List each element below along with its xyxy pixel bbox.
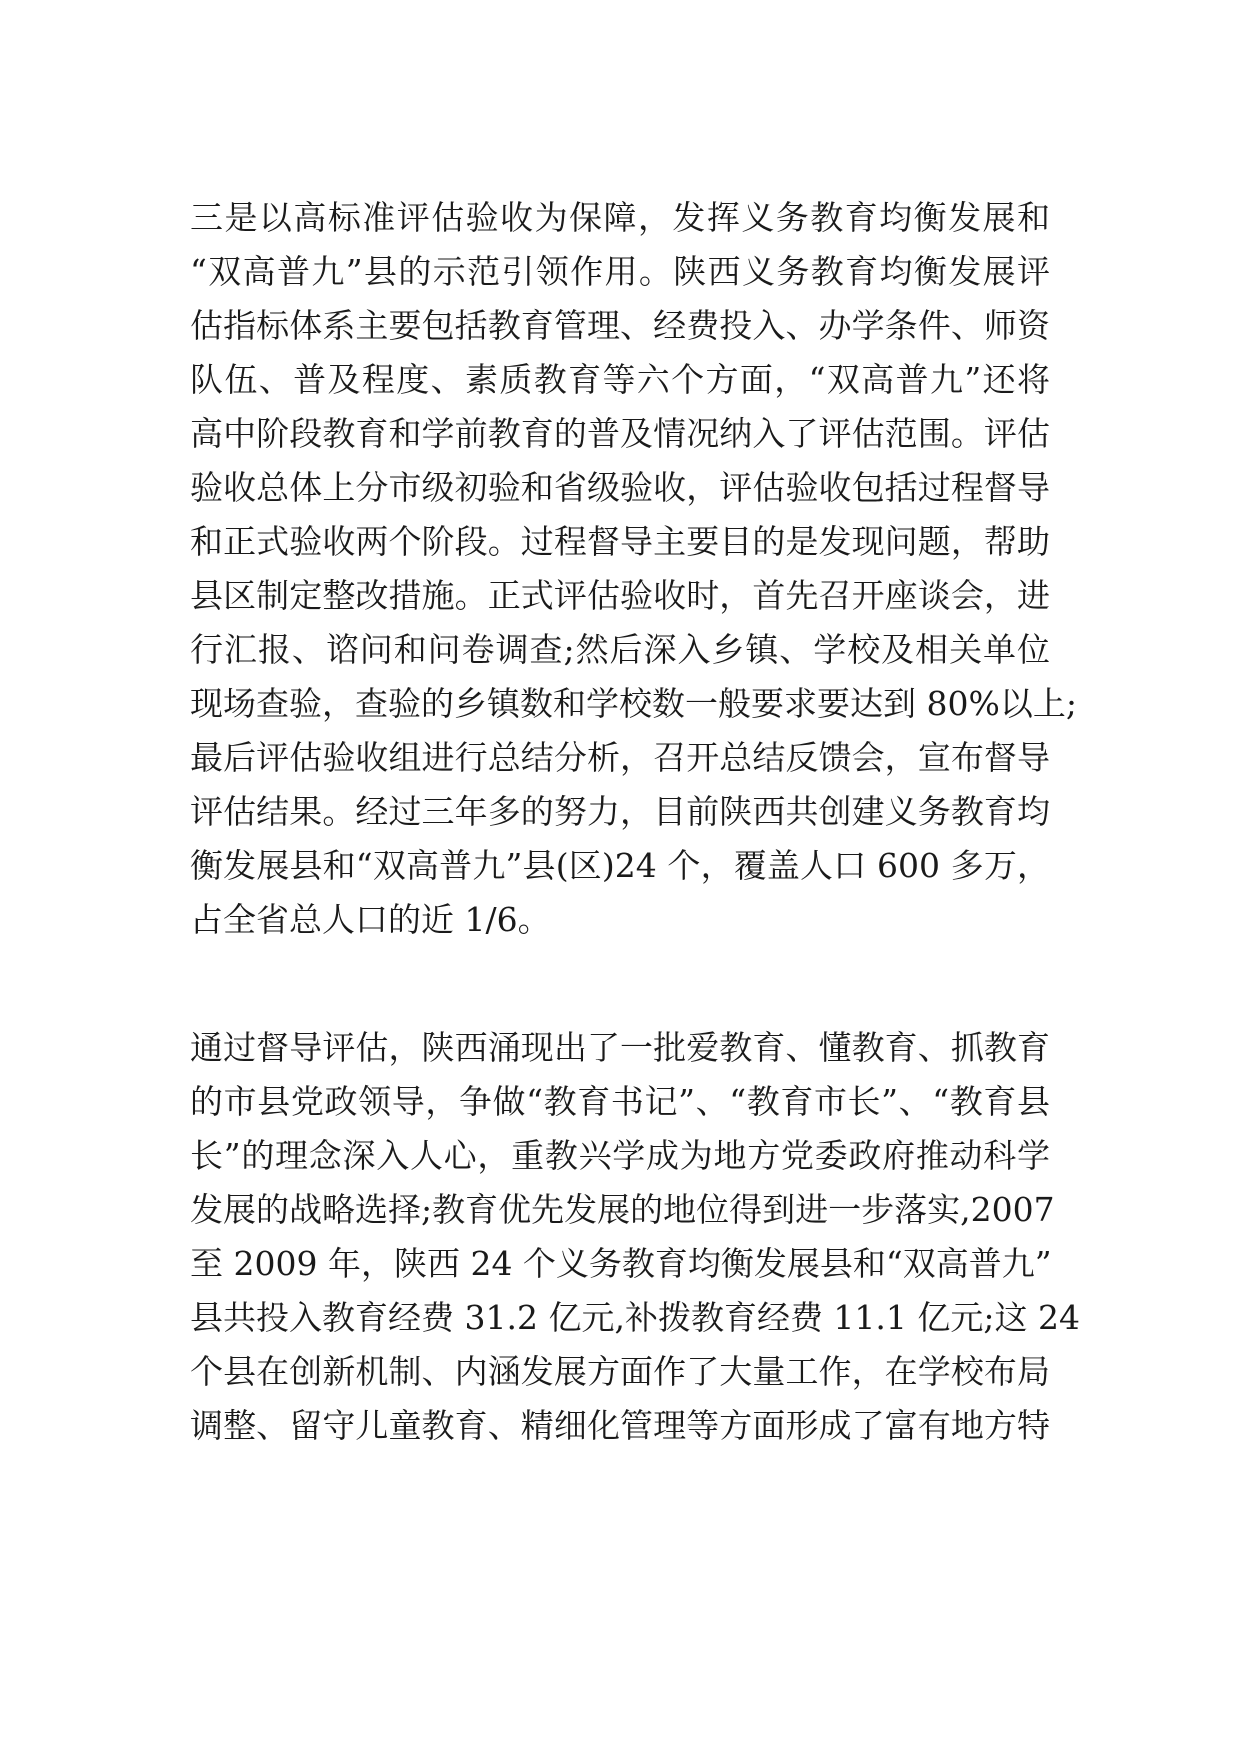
paragraph-line: 衡发展县和“双高普九”县(区)24 个，覆盖人口 600 多万， — [190, 846, 1050, 885]
paragraph-line: 行汇报、谘问和问卷调查;然后深入乡镇、学校及相关单位 — [190, 630, 1050, 669]
paragraph-line: 县区制定整改措施。正式评估验收时，首先召开座谈会，进 — [190, 576, 1050, 615]
paragraph-line: 发展的战略选择;教育优先发展的地位得到进一步落实,2007 — [190, 1190, 1055, 1229]
paragraph-line: 队伍、普及程度、素质教育等六个方面，“双高普九”还将 — [190, 360, 1050, 399]
paragraph-line: 调整、留守儿童教育、精细化管理等方面形成了富有地方特 — [190, 1406, 1050, 1445]
paragraph-line: 三是以高标准评估验收为保障，发挥义务教育均衡发展和 — [190, 198, 1050, 237]
paragraph-line: 现场查验，查验的乡镇数和学校数一般要求要达到 80%以上; — [190, 684, 1077, 723]
paragraph-line: 验收总体上分市级初验和省级验收，评估验收包括过程督导 — [190, 468, 1050, 507]
paragraph-line: 评估结果。经过三年多的努力，目前陕西共创建义务教育均 — [190, 792, 1050, 831]
paragraph-line: 县共投入教育经费 31.2 亿元,补拨教育经费 11.1 亿元;这 24 — [190, 1298, 1081, 1337]
paragraph-line: 的市县党政领导，争做“教育书记”、“教育市长”、“教育县 — [190, 1082, 1050, 1121]
paragraph-line: 占全省总人口的近 1/6。 — [190, 900, 551, 939]
paragraph-line: 通过督导评估，陕西涌现出了一批爱教育、懂教育、抓教育 — [190, 1028, 1050, 1067]
paragraph-line: 高中阶段教育和学前教育的普及情况纳入了评估范围。评估 — [190, 414, 1050, 453]
paragraph-line: 长”的理念深入人心，重教兴学成为地方党委政府推动科学 — [190, 1136, 1050, 1175]
paragraph-line: 估指标体系主要包括教育管理、经费投入、办学条件、师资 — [190, 306, 1050, 345]
paragraph-line: 至 2009 年，陕西 24 个义务教育均衡发展县和“双高普九” — [190, 1244, 1052, 1283]
paragraph-line: 和正式验收两个阶段。过程督导主要目的是发现问题，帮助 — [190, 522, 1050, 561]
paragraph-line: 最后评估验收组进行总结分析，召开总结反馈会，宣布督导 — [190, 738, 1050, 777]
paragraph-line: 个县在创新机制、内涵发展方面作了大量工作，在学校布局 — [190, 1352, 1050, 1391]
paragraph-line: “双高普九”县的示范引领作用。陕西义务教育均衡发展评 — [190, 252, 1050, 291]
